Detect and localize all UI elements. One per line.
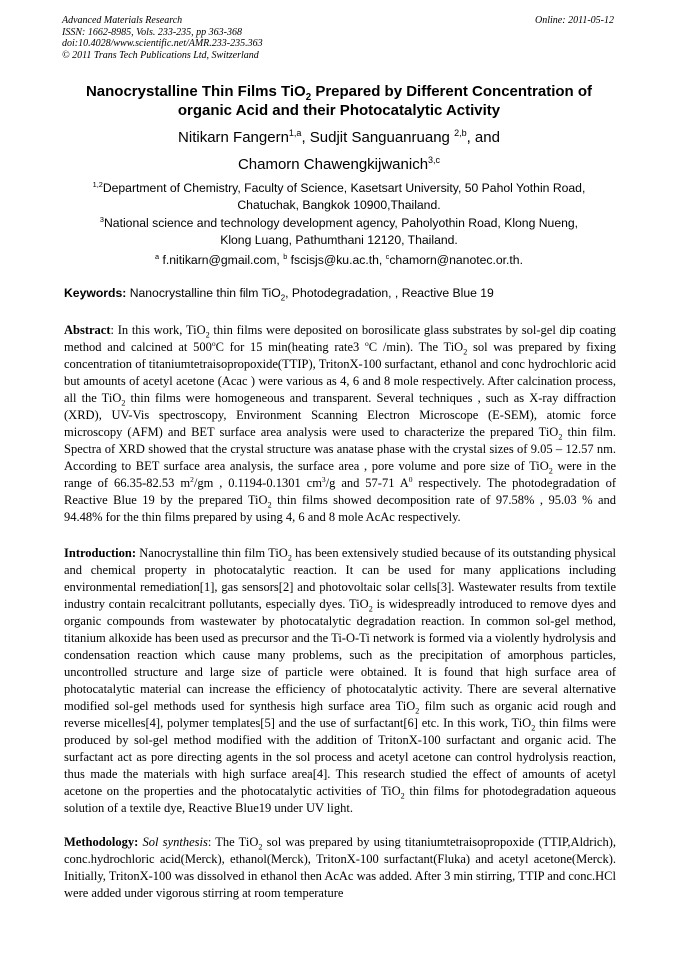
online-date: Online: 2011-05-12 (535, 15, 614, 26)
keywords: Keywords: Nanocrystalline thin film TiO$_2$, Photodegradation, , Reactive Blue 19 (64, 286, 494, 303)
author-line-2: Chamorn Chawengkijwanich$^{3,c}$ (237, 155, 441, 173)
issn-line: ISSN: 1662-8985, Vols. 233-235, pp 363-368 (62, 26, 242, 38)
author-name: Nitikarn Fangern (178, 129, 289, 146)
journal-name: Advanced Materials Research (62, 15, 183, 26)
email-line: $^a$ f.nitikarn@gmail.com, $^b$ fscisjs@ku.ac.th, $^c$chamorn@nanotec.or.th. (155, 251, 523, 267)
author-name: Chamorn Chawengkijwanich (237, 156, 429, 173)
introduction-paragraph: Introduction: Nanocrystalline thin film TiO$_2$ has been extensively studied because of its outstanding physical and chemical property in photocatalytic reaction. It can be used for many applications including environmental remediation[1], gas sensors[2] and photovoltaic solar cells[3]. Wastewater results from textile industry contain recalcitrant pollutants, especially dyes. TiO$_2$ is widespreadly introduced to remove dyes and organic compounds from wastewater by photocatalytic degradation reaction. In common sol-gel method, titanium alkoxide has been used as precursor and the Ti-O-Ti network is formed via a violently hydrolysis and condensation reaction which cause many problems, such as the precipitation of amorphous particles, uncontrolled structure and large size of particle were obtained. It is found that high surface area of photocatalytic material can increase the efficiency of photocatalytic activity. There are several alternative modified sol-gel methods used for synthesis high surface area TiO$_2$ film such as organic acid rough and reverse micelles[4], polymer templates[5] and the use of surfactant[6] etc. In this work, TiO$_2$ thin films were produced by sol-gel method modified with the addition of TritonX-100 surfactant and organic acid. The surfactant act as pore directing agents in the sol process and acetyl acetone can control hydrolysis reaction, thus made the materials with high surface area[4]. This research studied the effect of amounts of acetyl acetone on the properties and the photocatalytic activities of TiO$_2$ thin films for photodegradation aqueous solution of a textile dye, Reactive Blue19 under UV light. (64, 546, 617, 815)
paper-title (40, 82, 638, 120)
author-line-1: Nitikarn Fangern$^{1,a}$, Sudjit Sanguanruang $^{2,b}$, and (178, 128, 500, 146)
affiliation-1: $^{1,2}$Department of Chemistry, Faculty of Science, Kasetsart University, 50 Pahol Yothin Road, Chatuchak, Bangkok 10900,Thailand. (92, 179, 586, 212)
author-list (40, 124, 638, 178)
email-link[interactable]: f.nitikarn@gmail.com, (159, 253, 284, 267)
title-line-1: Nanocrystalline Thin Films TiO$_2$ Prepared by Different Concentration of (85, 83, 593, 103)
abstract-label: Abstract (64, 323, 111, 337)
introduction-label: Introduction: (64, 546, 137, 560)
abstract-paragraph: Abstract: In this work, TiO$_2$ thin films were deposited on borosilicate glass substrates by sol-gel dip coating method and calcined at 500$^o$C for 15 min(heating rate3 $^o$C /min). The TiO$_2$ sol was prepared by fixing concentration of titaniumtetraisopropoxide(TTIP), TritonX-100 surfactant, ethanol and conc hydrochloric acid but amounts of acetyl acetone (Acac ) were various as 4, 6 and 8 mole respectively. After calcination process, all the TiO$_2$ thin films were homogeneous and transparent. Several techniques , such as X-ray diffraction (XRD), UV-Vis spectroscopy, Environment Scanning Electron Microscope (E-SEM), atomic force microscopy (AFM) and BET surface area analysis were used to characterize the prepared TiO$_2$ thin film. Spectra of XRD showed that the crystal structure was anatase phase with the crystal sizes of 9.05 – 12.57 nm. According to BET surface area analysis, the surface area , pore volume and pore size of TiO$_2$ were in the range of 66.35-82.53 $m^2/gm$ , 0.1194-0.1301 $cm^3/g$ and 57-71 $A^0$ respectively. The photodegradation of Reactive Blue 19 by the prepared TiO$_2$ thin films showed decomposition rate of 97.58% , 95.03 % and 94.48% for the thin films prepared by using 4, 6 and 8 mole AcAc respectively. (64, 323, 617, 524)
methodology-sublabel: Sol synthesis (142, 835, 208, 849)
methodology-paragraph: Methodology: Sol synthesis: The TiO$_2$ sol was prepared by using titaniumtetraisopropoxide (TTIP,Aldrich), conc.hydrochloric acid(Merck), ethanol(Merck), TritonX-100 surfactant(Fluka) and acetyl acetone(Merck). Initially, TritonX-100 was dissolved in ethanol then AcAc was added. After 3 min stirring, TTIP and conc.HCl were added under vigorous stirring at room temperature (64, 835, 617, 900)
journal-header (62, 15, 614, 61)
doi-line: doi:10.4028/www.scientific.net/AMR.233-235.363 (62, 38, 263, 49)
author-name: Sudjit Sanguanruang (309, 129, 455, 146)
affiliation-2: $^3$National science and technology development agency, Paholyothin Road, Klong Nueng, Klong Luang, Pathumthani 12120, Thailand. (99, 214, 579, 247)
copyright-line: © 2011 Trans Tech Publications Ltd, Switzerland (62, 49, 259, 61)
email-link[interactable]: chamorn@nanotec.or.th. (389, 253, 523, 267)
title-line-2: organic Acid and their Photocatalytic Activity (177, 102, 501, 119)
email-link[interactable]: fscisjs@ku.ac.th, (287, 253, 386, 267)
methodology-label: Methodology: (64, 835, 139, 849)
keywords-label: Keywords: (64, 286, 127, 300)
